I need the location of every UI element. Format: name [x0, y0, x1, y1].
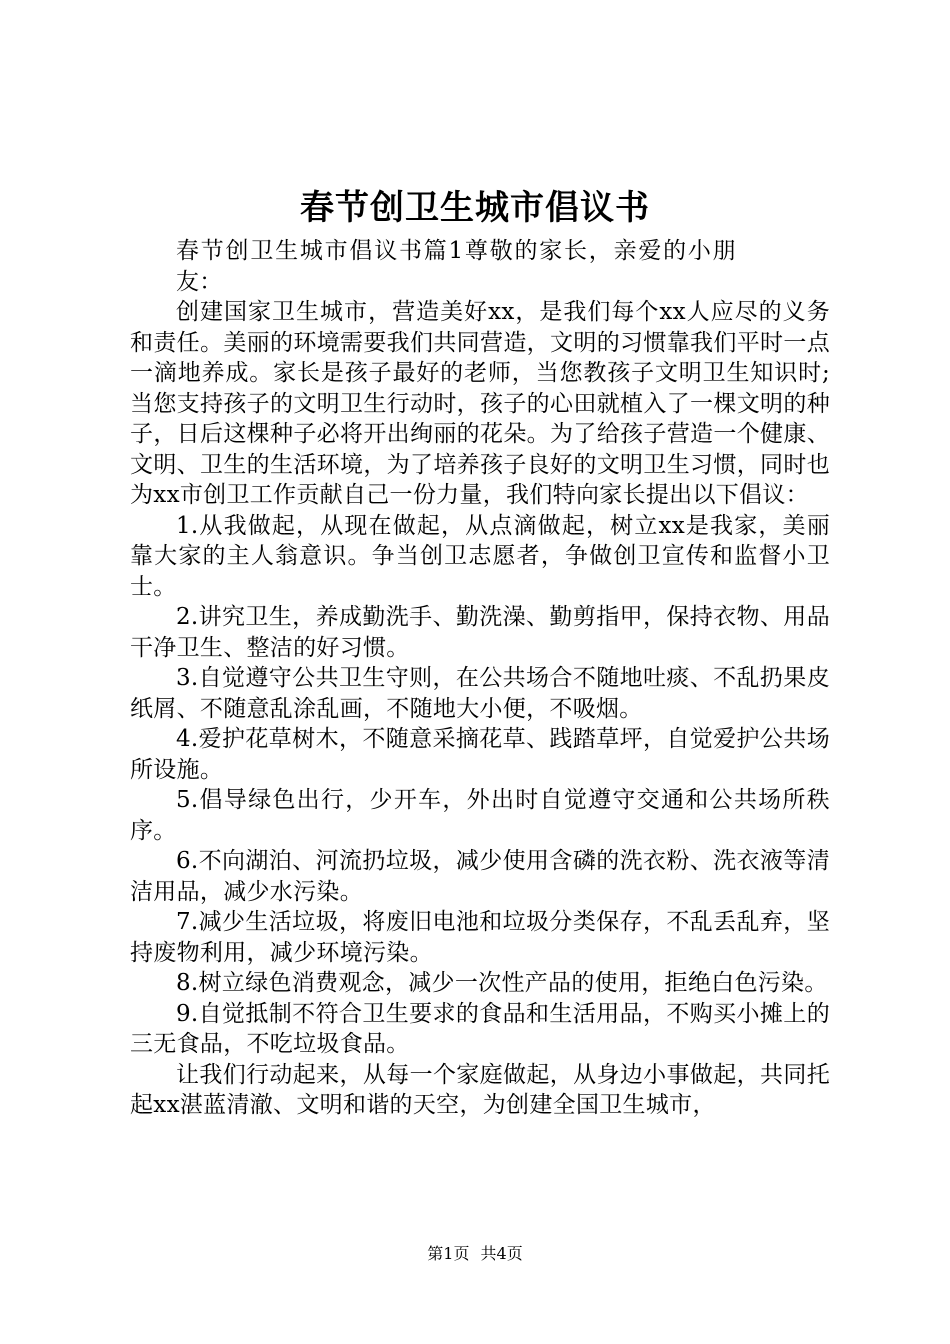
proposal-item-6: 6.不向湖泊、河流扔垃圾，减少使用含磷的洗衣粉、洗衣液等清洁用品，减少水污染。	[130, 848, 830, 905]
proposal-item-7: 7.减少生活垃圾，将废旧电池和垃圾分类保存，不乱丢乱弃，坚持废物利用，减少环境污染。	[130, 909, 830, 966]
proposal-item-3: 3.自觉遵守公共卫生守则，在公共场合不随地吐痰、不乱扔果皮纸屑、不随意乱涂乱画，不随地大小便，不吸烟。	[130, 665, 830, 722]
document-title: 春节创卫生城市倡议书	[300, 188, 650, 228]
body-paragraph: 创建国家卫生城市，营造美好xx，是我们每个xx人应尽的义务和责任。美丽的环境需要我们共同营造，文明的习惯靠我们平时一点一滴地养成。家长是孩子最好的老师，当您教孩子文明卫生知识时;当您支持孩子的文明卫生行动时，孩子的心田就植入了一棵文明的种子，日后这棵种子必将开出绚丽的花朵。为了给孩子营造一个健康、文明、卫生的生活环境，为了培养孩子良好的文明卫生习惯，同时也为xx市创卫工作贡献自己一份力量，我们特向家长提出以下倡议：	[130, 299, 830, 508]
closing-paragraph: 让我们行动起来，从每一个家庭做起，从身边小事做起，共同托起xx湛蓝清澈、文明和谐的天空，为创建全国卫生城市，	[130, 1061, 830, 1118]
proposal-item-1: 1.从我做起，从现在做起，从点滴做起，树立xx是我家，美丽靠大家的主人翁意识。争当创卫志愿者，争做创卫宣传和监督小卫士。	[130, 512, 830, 600]
proposal-item-9: 9.自觉抵制不符合卫生要求的食品和生活用品，不购买小摊上的三无食品，不吃垃圾食品。	[130, 1000, 830, 1057]
proposal-item-5: 5.倡导绿色出行，少开车，外出时自觉遵守交通和公共场所秩序。	[130, 787, 830, 844]
proposal-item-8: 8.树立绿色消费观念，减少一次性产品的使用，拒绝白色污染。	[176, 970, 828, 996]
page-total: 共4页	[480, 1244, 523, 1263]
proposal-item-2: 2.讲究卫生，养成勤洗手、勤洗澡、勤剪指甲，保持衣物、用品干净卫生、整洁的好习惯。	[130, 604, 830, 661]
page-footer	[0, 1244, 950, 1264]
page-number: 第1页	[427, 1244, 470, 1263]
intro-paragraph: 春节创卫生城市倡议书篇1尊敬的家长，亲爱的小朋友：	[176, 238, 736, 295]
proposal-item-4: 4.爱护花草树木，不随意采摘花草、践踏草坪，自觉爱护公共场所设施。	[130, 726, 830, 783]
document-body	[130, 236, 830, 1121]
